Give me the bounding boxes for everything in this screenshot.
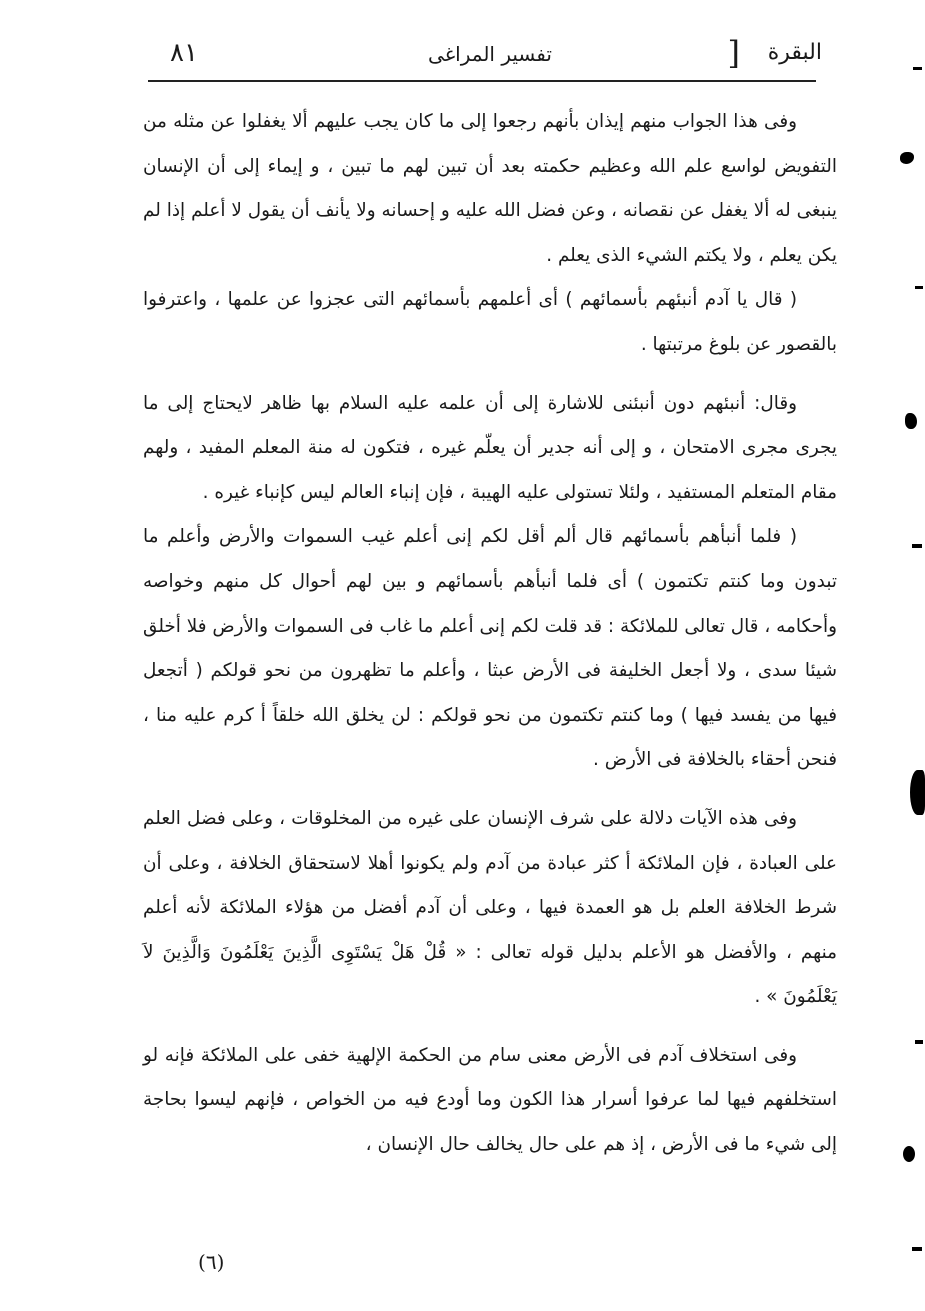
scan-speck [910, 770, 925, 815]
paragraph-3: وقال: أنبئهم دون أنبئنى للاشارة إلى أن علمه عليه السلام بها ظاهر لايحتاج إلى ما يجرى مجرى الامتحان ، و إلى أنه جدير أن يعلّم غيره ، فتكون له منة المعلم المفيد ، ولهم مقام المتعلم المستفيد ، ولئلا تستولى عليه الهيبة ، فإن إنباء العالم ليس كإنباء غيره . [143, 392, 837, 503]
signature-mark: (٦) [198, 1250, 225, 1274]
scan-speck [900, 152, 914, 164]
header-bracket: ] [727, 34, 740, 72]
page-header [150, 36, 830, 76]
paragraph-5: وفى هذه الآيات دلالة على شرف الإنسان على غيره من المخلوقات ، وعلى فضل العلم على العبادة ، فإن الملائكة أ كثر عبادة من آدم ولم يكونوا أهلا لاستحقاق الخلافة ، وعلى أن شرط الخلافة العلم بل هو العمدة فيها ، وعلى أن آدم أفضل من هؤلاء الملائكة لأنه أعلم منهم ، والأفضل هو الأعلم بدليل قوله تعالى : « قُلْ هَلْ يَسْتَوِى الَّذِينَ يَعْلَمُونَ وَالَّذِينَ لاَ يَعْلَمُونَ » . [143, 807, 837, 1008]
surah-name: البقرة [767, 40, 822, 65]
paragraph-2: ( قال يا آدم أنبئهم بأسمائهم ) أى أعلمهم بأسمائهم التى عجزوا عن علمها ، واعترفوا بالقصور عن بلوغ مرتبتها . [143, 289, 837, 355]
running-title: تفسير المراغى [428, 42, 552, 66]
scan-speck [912, 544, 922, 548]
scan-speck [915, 1040, 923, 1044]
scan-speck [913, 67, 922, 70]
scan-speck [905, 413, 917, 429]
header-rule [148, 80, 816, 82]
scan-speck [903, 1146, 915, 1162]
body-text [143, 100, 837, 1168]
scan-speck [912, 1247, 922, 1251]
paragraph-1: وفى هذا الجواب منهم إيذان بأنهم رجعوا إلى ما كان يجب عليهم ألا يغفلوا عن مثله من التفويض لواسع علم الله وعظيم حكمته بعد أن تبين لهم ما تبين ، و إيماء إلى أن الإنسان ينبغى له ألا يغفل عن نقصانه ، وعن فضل الله عليه و إحسانه ولا يأنف أن يقول لا أعلم إذا لم يكن يعلم ، ولا يكتم الشيء الذى يعلم . [143, 111, 837, 266]
paragraph-6: وفى استخلاف آدم فى الأرض معنى سام من الحكمة الإلهية خفى على الملائكة فإنه لو استخلفهم فيها لما عرفوا أسرار هذا الكون وما أودع فيه من الخواص ، فإنهم ليسوا بحاجة إلى شيء ما فى الأرض ، إذ هم على حال يخالف حال الإنسان ، [143, 1044, 837, 1156]
paragraph-4: ( فلما أنبأهم بأسمائهم قال ألم أقل لكم إنى أعلم غيب السموات والأرض وأعلم ما تبدون وما كنتم تكتمون ) أى فلما أنبأهم بأسمائهم و بين لهم أحوال كل منهم وخواصه وأحكامه ، قال تعالى للملائكة : قد قلت لكم إنى أعلم ما غاب فى السموات والأرض فلا أخلق شيئا سدى ، ولا أجعل الخليفة فى الأرض عبثا ، وأعلم ما تظهرون من نحو قولكم ( أتجعل فيها من يفسد فيها ) وما كنتم تكتمون من نحو قولكم : لن يخلق الله خلقاً أ كرم عليه منا ، فنحن أحقاء بالخلافة فى الأرض . [143, 526, 837, 771]
page-number: ٨١ [170, 38, 198, 68]
scan-speck [915, 286, 923, 289]
